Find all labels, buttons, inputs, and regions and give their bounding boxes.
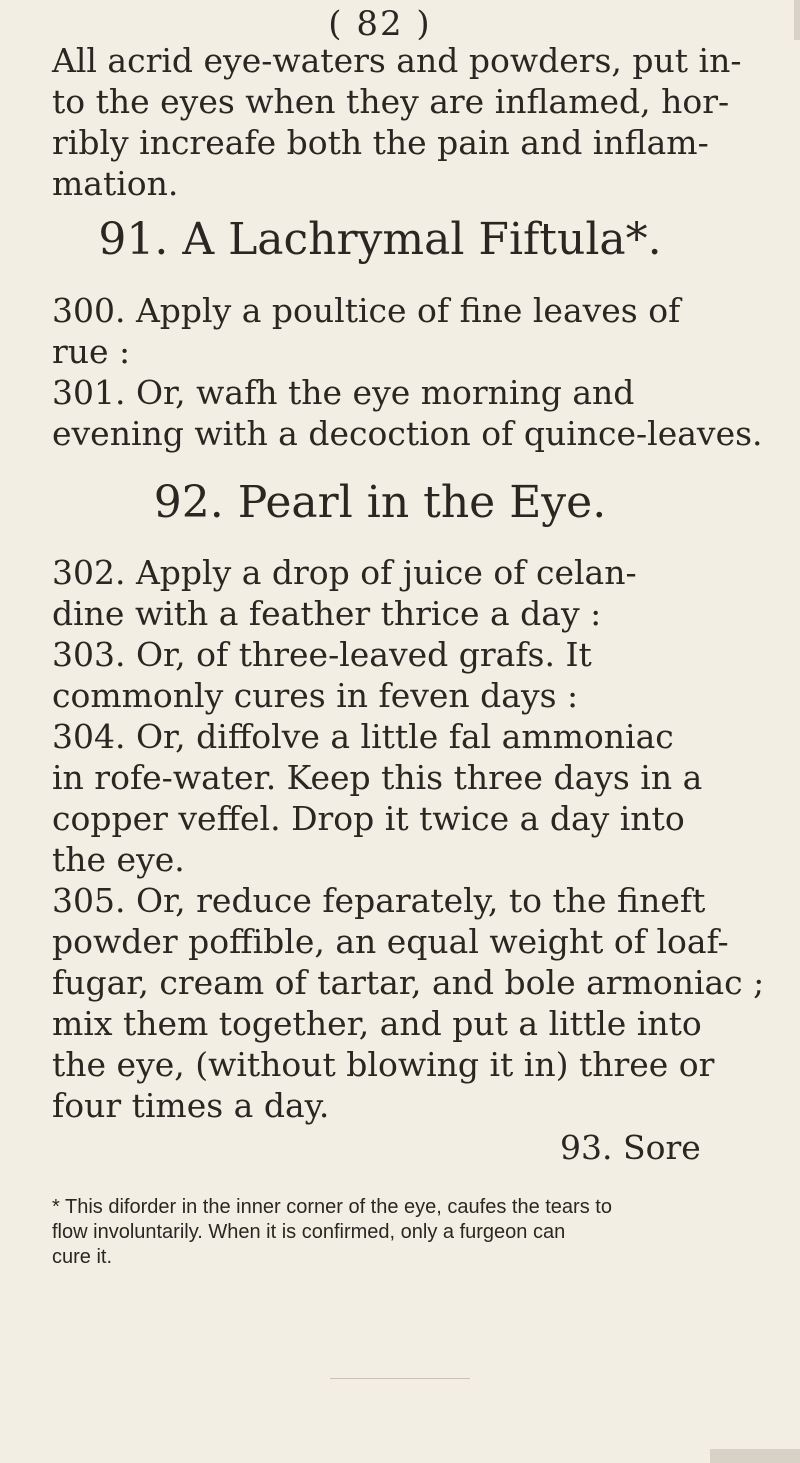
intro-paragraph: [52, 40, 742, 204]
body-line: the eye, (without blowing it in) three or: [52, 1045, 715, 1084]
page-edge-shadow: [710, 1449, 800, 1463]
body-line: commonly cures in feven days :: [52, 676, 579, 715]
body-line: 300. Apply a poultice of fine leaves of: [52, 291, 681, 330]
body-line: evening with a decoction of quince-leaves.: [52, 414, 763, 453]
body-line: in rofe-water. Keep this three days in a: [52, 758, 703, 797]
intro-line: to the eyes when they are inflamed, hor-: [52, 82, 730, 121]
page-edge-shadow: [794, 0, 800, 40]
body-line: 305. Or, reduce feparately, to the fineft: [52, 881, 706, 920]
body-line: copper veffel. Drop it twice a day into: [52, 799, 685, 838]
footnote-line: flow involuntarily. When it is confirmed, only a furgeon can: [52, 1221, 566, 1243]
body-line: powder poffible, an equal weight of loaf-: [52, 922, 729, 961]
body-line: 302. Apply a drop of juice of celan-: [52, 553, 637, 592]
intro-line: All acrid eye-waters and powders, put in-: [52, 41, 742, 80]
body-line: mix them together, and put a little into: [52, 1004, 702, 1043]
section-92-body: [52, 552, 765, 1126]
footnote: [52, 1195, 752, 1270]
intro-line: mation.: [52, 164, 179, 203]
body-line: four times a day.: [52, 1086, 330, 1125]
footnote-line: * This diforder in the inner corner of the eye, caufes the tears to: [52, 1196, 612, 1218]
body-line: rue :: [52, 332, 131, 371]
body-line: fugar, cream of tartar, and bole armoniac ;: [52, 963, 765, 1002]
bottom-rule: [330, 1378, 470, 1379]
body-line: dine with a feather thrice a day :: [52, 594, 602, 633]
page-number: ( 82 ): [328, 4, 432, 44]
intro-line: ribly increafe both the pain and inflam-: [52, 123, 709, 162]
catchword: 93. Sore: [560, 1128, 701, 1167]
body-line: 304. Or, diffolve a little fal ammoniac: [52, 717, 674, 756]
footnote-line: cure it.: [52, 1246, 113, 1268]
body-line: 303. Or, of three-leaved grafs. It: [52, 635, 592, 674]
body-line: 301. Or, wafh the eye morning and: [52, 373, 635, 412]
body-line: the eye.: [52, 840, 185, 879]
section-91-body: [52, 290, 763, 454]
section-92-heading: 92. Pearl in the Eye.: [153, 477, 607, 528]
section-91-heading: 91. A Lachrymal Fiftula*.: [98, 214, 662, 265]
